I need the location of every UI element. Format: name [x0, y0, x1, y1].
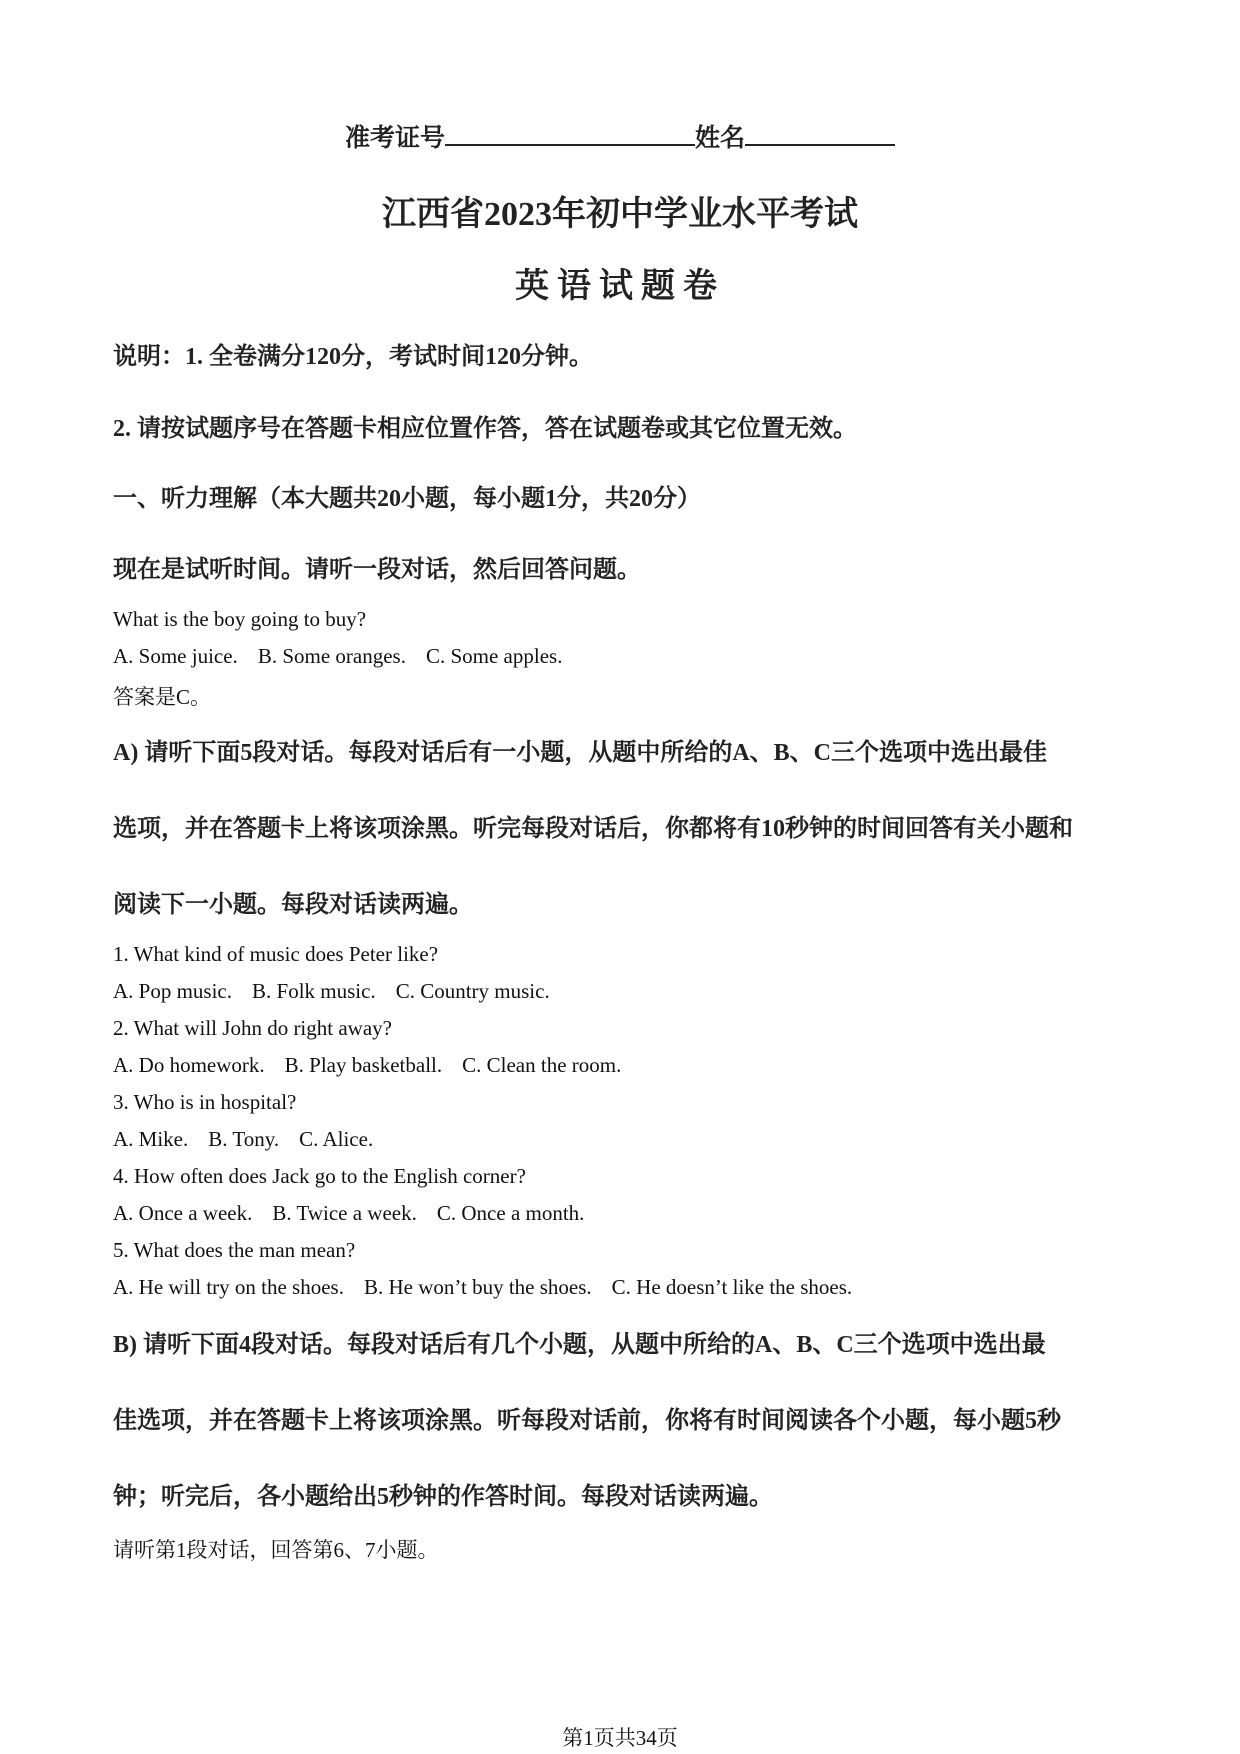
question-3: 3. Who is in hospital? [113, 1090, 297, 1114]
option-b: B. Twice a week. [272, 1201, 417, 1225]
section-heading: 一、听力理解（本大题共20小题，每小题1分，共20分） [113, 486, 701, 512]
trial-options [113, 644, 1133, 669]
partA-line-1: A) 请听下面5段对话。每段对话后有一小题，从题中所给的A、B、C三个选项中选出最佳 [113, 740, 1047, 766]
option-c: C. He doesn’t like the shoes. [611, 1275, 853, 1299]
option-a: A. Mike. [113, 1127, 189, 1151]
option-a: A. He will try on the shoes. [113, 1275, 344, 1299]
partA-line-2: 选项，并在答题卡上将该项涂黑。听完每段对话后，你都将有10秒钟的时间回答有关小题和 [113, 816, 1073, 842]
question-5: 5. What does the man mean? [113, 1238, 356, 1262]
name-label: 姓名 [695, 125, 746, 152]
question-5-options [113, 1275, 1133, 1300]
question-1: 1. What kind of music does Peter like? [113, 942, 439, 966]
name-blank[interactable] [745, 120, 895, 146]
option-c: C. Country music. [395, 979, 550, 1003]
note-1: 说明：1. 全卷满分120分，考试时间120分钟。 [113, 344, 593, 370]
option-b: B. Tony. [208, 1127, 280, 1151]
option-a: A. Some juice. [113, 644, 238, 668]
option-a: A. Pop music. [113, 979, 233, 1003]
option-b: B. Play basketball. [284, 1053, 443, 1077]
option-b: B. Folk music. [252, 979, 376, 1003]
question-2: 2. What will John do right away? [113, 1016, 392, 1040]
question-4: 4. How often does Jack go to the English corner? [113, 1164, 526, 1188]
option-a: A. Do homework. [113, 1053, 265, 1077]
partB-line-1: B) 请听下面4段对话。每段对话后有几个小题，从题中所给的A、B、C三个选项中选出最 [113, 1332, 1046, 1358]
partB-line-3: 钟；听完后，各小题给出5秒钟的作答时间。每段对话读两遍。 [113, 1484, 773, 1510]
trial-intro: 现在是试听时间。请听一段对话，然后回答问题。 [113, 557, 641, 583]
option-a: A. Once a week. [113, 1201, 253, 1225]
partA-line-3: 阅读下一小题。每段对话读两遍。 [113, 892, 473, 918]
option-c: C. Alice. [299, 1127, 374, 1151]
option-c: C. Some apples. [425, 644, 563, 668]
exam-id-blank[interactable] [445, 120, 695, 146]
option-c: C. Clean the room. [462, 1053, 622, 1077]
exam-subtitle: 英语试题卷 [515, 268, 725, 305]
question-3-options [113, 1127, 1133, 1152]
question-4-options [113, 1201, 1133, 1226]
exam-title: 江西省2023年初中学业水平考试 [382, 196, 858, 233]
note-2: 2. 请按试题序号在答题卡相应位置作答，答在试题卷或其它位置无效。 [113, 416, 857, 442]
question-2-options [113, 1053, 1133, 1078]
partB-line-2: 佳选项，并在答题卡上将该项涂黑。听每段对话前，你将有时间阅读各个小题，每小题5秒 [113, 1408, 1061, 1434]
page-indicator: 第1页共34页 [562, 1726, 678, 1750]
candidate-header [0, 118, 1240, 154]
option-b: B. He won’t buy the shoes. [363, 1275, 592, 1299]
option-c: C. Once a month. [436, 1201, 585, 1225]
dialogue-1-intro: 请听第1段对话，回答第6、7小题。 [113, 1538, 439, 1562]
trial-answer: 答案是C。 [113, 685, 212, 709]
exam-id-label: 准考证号 [344, 125, 445, 152]
trial-question: What is the boy going to buy? [113, 607, 367, 631]
question-1-options [113, 979, 1133, 1004]
option-b: B. Some oranges. [257, 644, 406, 668]
